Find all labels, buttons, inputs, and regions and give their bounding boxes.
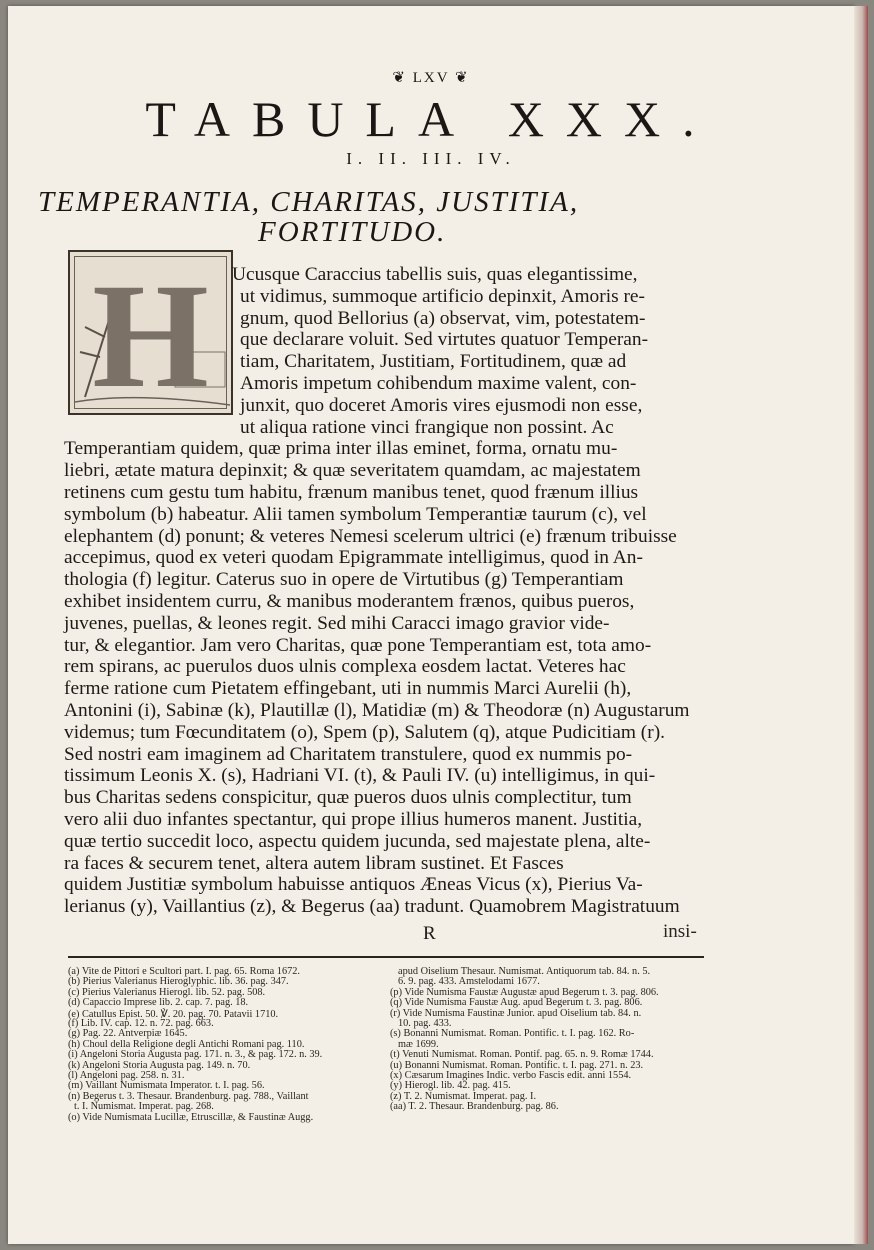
body-line: thologia (f) legitur. Caterus suo in opere de Virtutibus (g) Temperantiam (64, 569, 624, 591)
body-line: Temperantiam quidem, quæ prima inter illas eminet, forma, ornatu mu- (64, 438, 618, 460)
footnote-line: (g) Pag. 22. Antverpiæ 1645. (68, 1028, 188, 1040)
footnote-line: (u) Bonanni Numismat. Roman. Pontific. t. I. pag. 271. n. 23. (390, 1059, 644, 1071)
footnote-line: (s) Bonanni Numismat. Roman. Pontific. t. I. pag. 162. Ro- (390, 1028, 635, 1040)
footnote-line: (e) Catullus Epist. 50. ℣. 20. pag. 70. Patavii 1710. (68, 1008, 279, 1020)
body-line: liebri, ætate matura depinxit; & quæ severitatem quamdam, ac majestatem (64, 460, 641, 482)
footnote-line: (m) Vaillant Numismata Imperator. t. I. pag. 56. (68, 1080, 265, 1092)
footnote-line: (t) Venuti Numismat. Roman. Pontif. pag. 65. n. 9. Romæ 1744. (390, 1049, 654, 1061)
page-edge (854, 6, 868, 1244)
body-line: gnum, quod Bellorius (a) observat, vim, potestatem- (240, 307, 646, 329)
subject-title-line-1: TEMPERANTIA, CHARITAS, JUSTITIA, (38, 186, 580, 218)
body-line: tiam, Charitatem, Justitiam, Fortitudinem, quæ ad (240, 351, 627, 373)
body-line: Ucusque Caraccius tabellis suis, quas elegantissime, (232, 264, 638, 285)
footnote-line: (k) Angeloni Storia Augusta pag. 149. n. 70. (68, 1059, 251, 1071)
footnote-line: (i) Angeloni Storia Augusta pag. 171. n. 3., & pag. 172. n. 39. (68, 1049, 323, 1061)
body-line: lerianus (y), Vaillantius (z), & Begerus (aa) tradunt. Quamobrem Magistratuum (64, 896, 680, 918)
decorated-initial (68, 250, 233, 419)
body-line: elephantem (d) ponunt; & veteres Nemesi scelerum ultrici (e) frænum tribuisse (64, 525, 677, 547)
initial-frame (74, 253, 227, 419)
plate-numerals: I. II. III. IV. (346, 149, 516, 168)
footnote-line: 6. 9. pag. 433. Amstelodami 1677. (398, 976, 540, 988)
footnote-line: (y) Hierogl. lib. 42. pag. 415. (390, 1080, 511, 1092)
footnote-line: (q) Vide Numisma Faustæ Aug. apud Begerum t. 3. pag. 806. (390, 997, 643, 1009)
body-line: que declarare voluit. Sed virtutes quatuor Temperan- (240, 329, 649, 351)
footnote-line: (c) Pierius Valerianus Hierogl. lib. 52. pag. 508. (68, 986, 266, 998)
footnote-line: (a) Vite de Pittori e Scultori part. I. pag. 65. Roma 1672. (68, 966, 300, 977)
catchword: insi- (663, 921, 697, 942)
body-line: retinens cum gestu tum habitu, frænum manibus tenet, quod frænum illius (64, 482, 639, 503)
body-line: symbolum (b) habeatur. Alii tamen symbolum Temperantiæ taurum (c), vel (64, 503, 647, 525)
footnote-rule (68, 956, 704, 958)
footnote-line: (o) Vide Numismata Lucillæ, Etruscillæ, & Faustinæ Augg. (68, 1111, 314, 1123)
body-line: vero alii duo infantes spectantur, qui prope illius humeros manent. Justitia, (64, 809, 643, 830)
page-number: ❦ LXV ❦ (392, 70, 470, 86)
body-line: Sed nostri eam imaginem ad Charitatem transtulere, quod ex nummis po- (64, 743, 633, 765)
body-line: quidem Justitiæ symbolum habuisse antiquos Æneas Vicus (x), Pierius Va- (64, 874, 643, 896)
footnote-line: t. I. Numismat. Imperat. pag. 268. (74, 1101, 214, 1113)
footnote-line: (n) Begerus t. 3. Thesaur. Brandenburg. pag. 788., Vaillant (68, 1090, 309, 1102)
body-line: junxit, quo doceret Amoris vires ejusmodi non esse, (240, 394, 643, 416)
body-line: Amoris impetum cohibendum maxime valent, con- (240, 373, 637, 394)
footnote-line: (r) Vide Numisma Faustinæ Junior. apud Oiselium tab. 84. n. (390, 1007, 642, 1019)
footnote-line: (b) Pierius Valerianus Hieroglyphic. lib. 36. pag. 347. (68, 976, 289, 988)
footnote-line: apud Oiselium Thesaur. Numismat. Antiquorum tab. 84. n. 5. (398, 966, 651, 977)
body-line: quæ tertio succedit loco, aspectu quidem jucunda, sed majestate plena, alte- (64, 830, 651, 852)
body-line: ra faces & securem tenet, altera autem libram sustinet. Et Fasces (64, 852, 564, 874)
footnote-line: (p) Vide Numisma Faustæ Augustæ apud Begerum t. 3. pag. 806. (390, 986, 659, 998)
body-line: ferme ratione cum Pietatem effingebant, uti in nummis Marci Aurelii (h), (64, 678, 632, 700)
footnote-line: (d) Capaccio Imprese lib. 2. cap. 7. pag. 18. (68, 997, 249, 1009)
subject-title-line-2: FORTITUDO. (258, 216, 447, 248)
body-line: bus Charitas sedens conspicitur, quæ pueros duos ulnis complectitur, tum (64, 787, 632, 809)
footnote-line: (z) T. 2. Numismat. Imperat. pag. I. (390, 1090, 537, 1102)
footnote-line: (aa) T. 2. Thesaur. Brandenburg. pag. 86. (390, 1101, 559, 1113)
body-line: exhibet insidentem curru, & manibus moderantem frænos, quibus pueros, (64, 591, 635, 612)
body-line: rem spirans, ac puerulos duos ulnis complexa eosdem lactat. Veteres hac (64, 656, 626, 678)
footnote-line: 10. pag. 433. (398, 1018, 452, 1029)
footnote-line: (f) Lib. IV. cap. 12. n. 72. pag. 663. (68, 1018, 214, 1029)
body-line: ut vidimus, summoque artificio depinxit, Amoris re- (240, 285, 645, 307)
body-line: Antonini (i), Sabinæ (k), Plautillæ (l), Matidiæ (m) & Theodoræ (n) Augustarum (64, 700, 690, 721)
body-line: tur, & elegantior. Jam vero Charitas, quæ pone Temperantiam est, tota amo- (64, 634, 652, 656)
body-line: ut aliqua ratione vinci frangique non possint. Ac (240, 416, 614, 438)
initial-letter: H (92, 253, 209, 419)
footnote-line: (x) Cæsarum Imagines Indic. verbo Fascis edit. anni 1554. (390, 1070, 632, 1081)
footnote-line: (h) Choul della Religione degli Antichi Romani pag. 110. (68, 1038, 305, 1050)
book-page (8, 6, 854, 1244)
body-line: juvenes, puellas, & leones regit. Sed mihi Caracci imago gravior vide- (64, 612, 610, 634)
footnote-line: (l) Angeloni pag. 258. n. 31. (68, 1070, 185, 1081)
plate-title: TABULA XXX. (145, 91, 717, 147)
signature-mark: R (423, 923, 436, 944)
body-line: accepimus, quod ex veteri quodam Epigrammate intelligimus, quod in An- (64, 547, 643, 569)
body-line: videmus; tum Fœcunditatem (o), Spem (p), Salutem (q), atque Pudicitiam (r). (64, 721, 665, 743)
footnote-line: mæ 1699. (398, 1038, 439, 1050)
body-line: tissimum Leonis X. (s), Hadriani VI. (t), & Pauli IV. (u) intelligimus, in qui- (64, 765, 656, 787)
